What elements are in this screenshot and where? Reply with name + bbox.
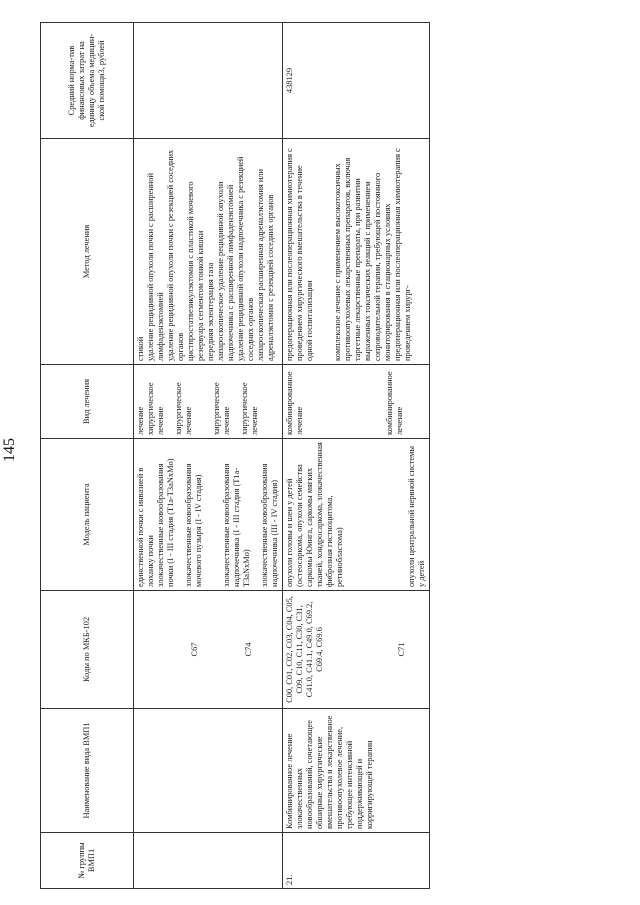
cell-method-continuation xyxy=(134,139,283,365)
cell-type-21 xyxy=(283,365,430,439)
code-c67: C67 xyxy=(190,642,199,657)
cell-codes-21 xyxy=(283,591,430,709)
model-b: опухоли центральной нервной системы у детей xyxy=(407,445,426,587)
method-line: удаление рецидивной опухоли почки с расширенной лимфаденэктомией xyxy=(146,173,165,361)
model-line: злокачественные новообразования надпочечника (I - III стадия (T1a-T3aNxMo) xyxy=(222,463,251,587)
cell-cost-21: 438129 xyxy=(283,23,430,139)
cell-cost-continuation xyxy=(134,23,283,139)
header-mkb-codes: Коды по МКБ-102 xyxy=(41,591,134,709)
header-row xyxy=(41,23,134,889)
cell-group-21: 21. xyxy=(283,833,430,889)
type-line: хирургическое лечение xyxy=(212,382,231,435)
method-line: удаление рецидивной опухоли надпочечника с резекцией соседних органов xyxy=(236,156,255,361)
header-patient-model: Модель пациента xyxy=(41,439,134,591)
type-line: хирургическое лечение xyxy=(174,382,193,435)
method-line: лапароскопическое удаление рецидивной опухоли надпочечника с расширенной лимфаденэктомией xyxy=(216,181,235,361)
code-c74: C74 xyxy=(244,642,253,657)
header-vmp-name: Наименование вида ВМП1 xyxy=(41,709,134,833)
cell-codes-continuation xyxy=(134,591,283,709)
method-line: цистпростатвезикулэктомия с пластикой мочевого резервуара сегментом тонкой кишки xyxy=(186,181,205,361)
type-a: комбинированное лечение xyxy=(285,371,304,435)
type-line: хирургическое лечение xyxy=(240,382,259,435)
model-line: злокачественные новообразования надпочечника (III - IV стадия) xyxy=(260,463,279,587)
cell-vmp-name-21: Комбинированное лечение злокачественных новообразований, сочетающее обширные хирургические вмешательства и лекарственное противоопухолевое лечение, требующее интенсивной поддерживающей и корригирующей терапии xyxy=(283,709,430,833)
type-line: лечение xyxy=(136,406,145,435)
cell-model-continuation xyxy=(134,439,283,591)
page-number: 145 xyxy=(1,438,18,462)
method-line: передняя экзентерация таза xyxy=(206,262,215,361)
type-line: хирургическое лечение xyxy=(146,382,165,435)
model-line: злокачественные новообразования почки (I - III стадия (T1a-T3aNxMo) xyxy=(156,458,175,587)
header-avg-cost: Средний норма-тив финансовых затрат на единицу объема медицин-ской помощи3, рублей xyxy=(41,23,134,139)
cell-model-21 xyxy=(283,439,430,591)
model-line: единственной почки с инвазией в лоханку почки xyxy=(136,467,155,587)
method-line: стикой xyxy=(136,336,145,361)
type-b: комбинированное лечение xyxy=(385,371,404,435)
header-group: № группы ВМП1 xyxy=(41,833,134,889)
header-treatment-method: Метод лечения xyxy=(41,139,134,365)
method-line: лапароскопическая расширенная адреналэктомия или адреналэктомия с резекцией соседних органов xyxy=(256,169,275,361)
vmp-table xyxy=(40,22,430,889)
cell-vmp-empty xyxy=(134,709,283,833)
cell-group-empty xyxy=(134,833,283,889)
method-a: предоперационная или послеоперационная химиотерапия с проведением хирургического вмешательства в течение одной госпитализации xyxy=(285,148,314,361)
method-line: удаление рецидивной опухоли почки с резекцией соседних органов xyxy=(166,149,185,361)
codes-b: C71 xyxy=(397,642,406,657)
method-b: предоперационная или послеоперационная химиотерапия с проведением хирург- xyxy=(393,148,412,361)
table-row-continuation xyxy=(134,23,283,889)
method-a2: комплексное лечение с применением высокотоксичных противоопухолевых лекарственных препаратов, включая таргетные лекарственные препараты, при развитии выраженных токсических реакций с применением сопроводительной терапии, требующей постоянного мониторирования в стационарных условиях xyxy=(333,157,392,361)
header-treatment-type: Вид лечения xyxy=(41,365,134,439)
codes-a: C00, C01, C02, C03, C04, C05, C09, C10, C11, C30, C31, C41.0, C41.1, C49.0, C69.2, C69.4, C69.6 xyxy=(285,596,324,703)
cell-method-21 xyxy=(283,139,430,365)
model-a: опухоли головы и шеи у детей (остеосаркома, опухоли семейства саркомы Юинга, саркомы мягких тканей, хондросаркома, злокачественная фиброзная гистиоцитома, ретинобластома) xyxy=(285,442,344,587)
cell-type-continuation xyxy=(134,365,283,439)
table-row-21 xyxy=(283,23,430,889)
model-line: злокачественные новообразования мочевого пузыря (I - IV стадия) xyxy=(184,463,203,587)
